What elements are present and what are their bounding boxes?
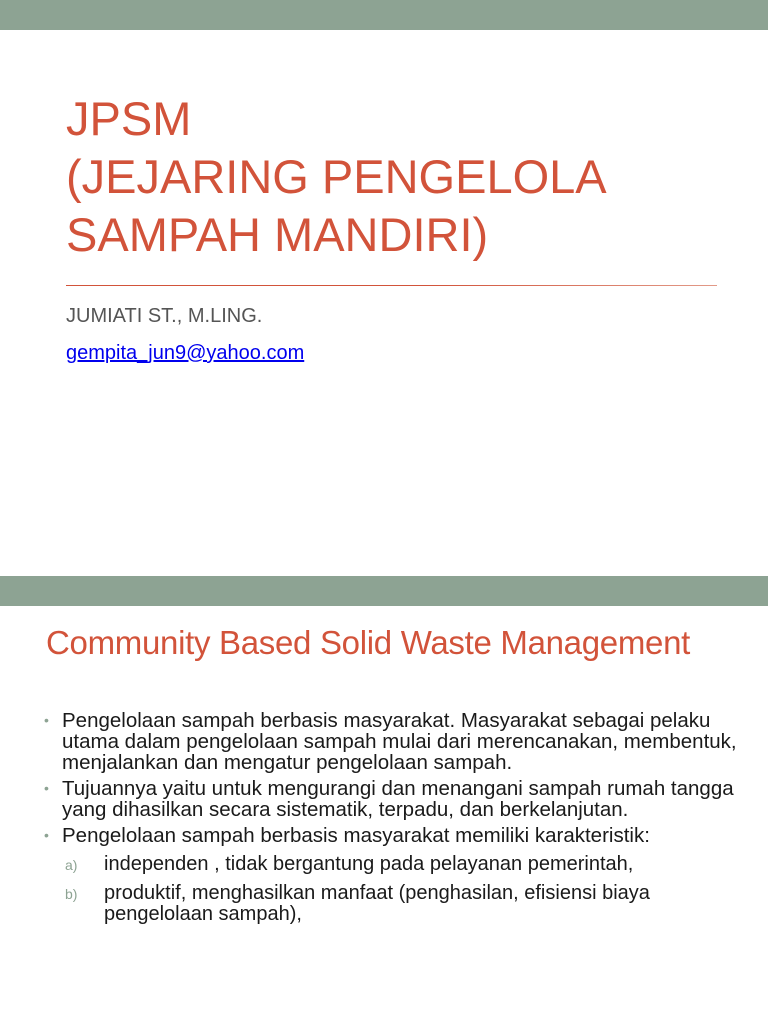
slide-header-band <box>0 576 768 606</box>
title-line: (JEJARING PENGELOLA <box>66 150 607 203</box>
email-link[interactable]: gempita_jun9@yahoo.com <box>66 342 305 364</box>
list-item <box>44 825 744 925</box>
sub-list-item <box>62 854 744 875</box>
bullet-icon: • <box>44 827 49 843</box>
sub-list-text: independen , tidak bergantung pada pelayanan pemerintah, <box>104 853 634 875</box>
title-divider <box>66 285 717 286</box>
bullet-text: Pengelolaan sampah berbasis masyarakat. Masyarakat sebagai pelaku utama dalam pengelolaan sampah mulai dari merencanakan, membentuk, menjalankan dan mengatur pengelolaan sampah. <box>62 709 737 774</box>
title-line: SAMPAH MANDIRI) <box>66 208 489 261</box>
bullet-list <box>44 710 744 933</box>
slide-content-heading: Community Based Solid Waste Management <box>46 624 691 661</box>
bullet-icon: • <box>44 780 49 796</box>
title-line: JPSM <box>66 92 192 145</box>
bullet-text: Tujuannya yaitu untuk mengurangi dan menangani sampah rumah tangga yang dihasilkan secara sistematik, terpadu, dan berkelanjutan. <box>62 777 734 821</box>
sub-list <box>62 854 744 925</box>
sub-list-text: produktif, menghasilkan manfaat (penghasilan, efisiensi biaya pengelolaan sampah), <box>104 882 650 925</box>
slide-title-heading <box>66 90 746 264</box>
list-item <box>44 778 744 820</box>
list-item <box>44 710 744 773</box>
bullet-text: Pengelolaan sampah berbasis masyarakat memiliki karakteristik: <box>62 824 650 847</box>
sub-list-marker: b) <box>65 886 78 902</box>
slide-header-band <box>0 0 768 30</box>
sub-list-item <box>62 883 744 925</box>
author-name: JUMIATI ST., M.LING. <box>66 305 263 327</box>
sub-list-marker: a) <box>65 857 78 873</box>
bullet-icon: • <box>44 712 49 728</box>
